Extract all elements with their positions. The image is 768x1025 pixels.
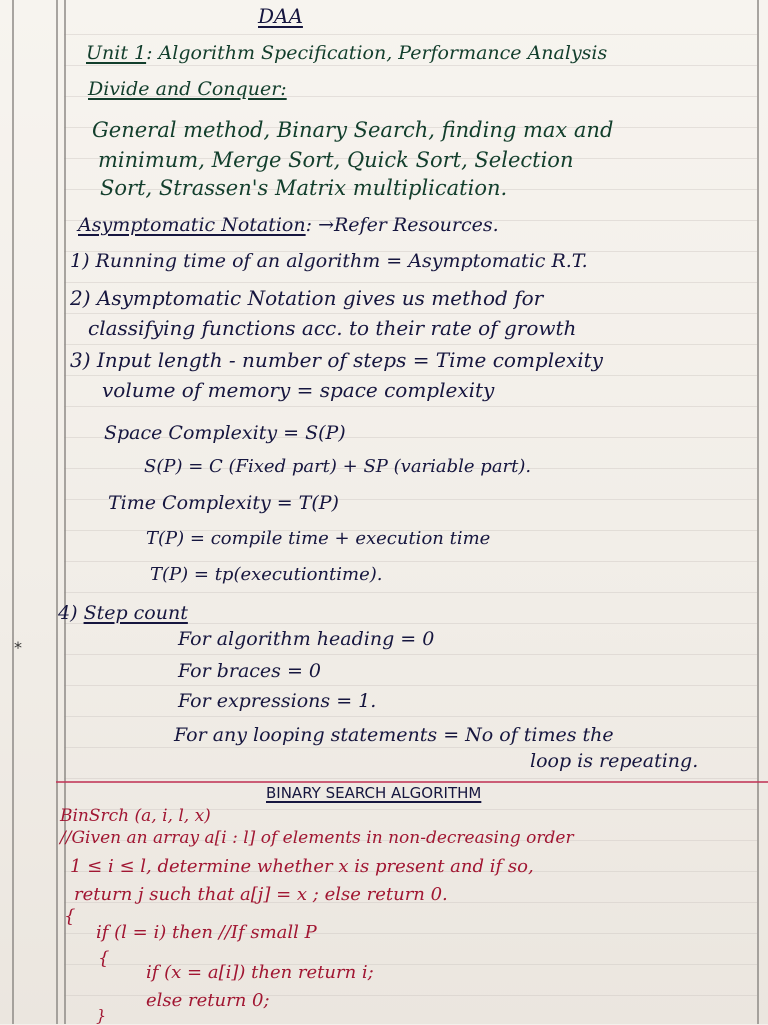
ruled-line (64, 375, 757, 376)
step-count-number: 4) (58, 602, 78, 624)
unit-heading: Unit 1 (86, 42, 147, 64)
point-1: 1) Running time of an algorithm = Asymptomatic R.T. (70, 250, 588, 272)
binary-search-heading: BINARY SEARCH ALGORITHM (266, 784, 482, 802)
topics-line-3: Sort, Strassen's Matrix multiplication. (100, 176, 508, 200)
divide-heading: Divide and Conquer: (88, 78, 287, 100)
ruled-line (64, 685, 757, 686)
ruled-line (64, 344, 757, 345)
binsrch-comment-2: 1 ≤ i ≤ l, determine whether x is present and if so, (70, 856, 534, 877)
ruled-line (64, 561, 757, 562)
ruled-line (64, 716, 757, 717)
step-count-heading: Step count (83, 602, 188, 624)
ruled-line (64, 282, 757, 283)
binsrch-comment-3: return j such that a[j] = x ; else return 0. (74, 884, 448, 905)
binsrch-comment-1: //Given an array a[i : l] of elements in non-decreasing order (60, 828, 574, 848)
unit-title: : Algorithm Specification, Performance Analysis (146, 42, 608, 64)
margin-line-left (12, 0, 14, 1024)
ruled-line (64, 654, 757, 655)
step-rule-4b: loop is repeating. (530, 750, 699, 772)
ruled-line (64, 34, 757, 35)
unit-line (86, 42, 607, 64)
asterisk-mark: * (14, 638, 22, 657)
time-complexity-title: Time Complexity = T(P) (108, 492, 339, 514)
ruled-line (64, 65, 757, 66)
ruled-line (64, 747, 757, 748)
asymptotic-heading: Asymptomatic Notation (78, 214, 306, 236)
time-formula-1: T(P) = compile time + execution time (146, 528, 491, 549)
space-complexity-title: Space Complexity = S(P) (104, 422, 346, 444)
brace-close: } (96, 1006, 107, 1025)
point-3a: 3) Input length - number of steps = Time complexity (70, 348, 603, 372)
step-rule-4a: For any looping statements = No of times the (174, 724, 614, 746)
space-complexity-formula: S(P) = C (Fixed part) + SP (variable part). (144, 456, 532, 477)
step-count-line (58, 602, 188, 624)
ruled-line (64, 592, 757, 593)
subject-title: DAA (258, 4, 303, 28)
ruled-line (64, 406, 757, 407)
ruled-line (64, 313, 757, 314)
margin-line-inner (56, 0, 58, 1024)
brace-open-1: { (64, 906, 76, 927)
point-2a: 2) Asymptomatic Notation gives us method for (70, 286, 544, 310)
brace-open-2: { (98, 948, 110, 969)
time-formula-2: T(P) = tp(executiontime). (150, 564, 383, 585)
topics-line-2: minimum, Merge Sort, Quick Sort, Selection (98, 148, 574, 172)
point-3b: volume of memory = space complexity (102, 378, 495, 402)
asymptotic-ref: : →Refer Resources. (305, 214, 499, 236)
section-divider (56, 781, 768, 783)
step-rule-1: For algorithm heading = 0 (178, 628, 435, 650)
binsrch-signature: BinSrch (a, i, l, x) (60, 806, 211, 826)
binsrch-if-small: if (l = i) then //If small P (96, 922, 317, 943)
margin-line-right (757, 0, 759, 1024)
margin-line-inner-2 (64, 0, 66, 1024)
topics-line-1: General method, Binary Search, finding max and (92, 118, 614, 142)
ruled-line (64, 778, 757, 779)
point-2b: classifying functions acc. to their rate of growth (88, 316, 577, 340)
step-rule-3: For expressions = 1. (178, 690, 377, 712)
step-rule-2: For braces = 0 (178, 660, 322, 682)
binsrch-return-i: if (x = a[i]) then return i; (146, 962, 374, 983)
binsrch-else: else return 0; (146, 990, 270, 1011)
asymptotic-line (78, 214, 499, 236)
